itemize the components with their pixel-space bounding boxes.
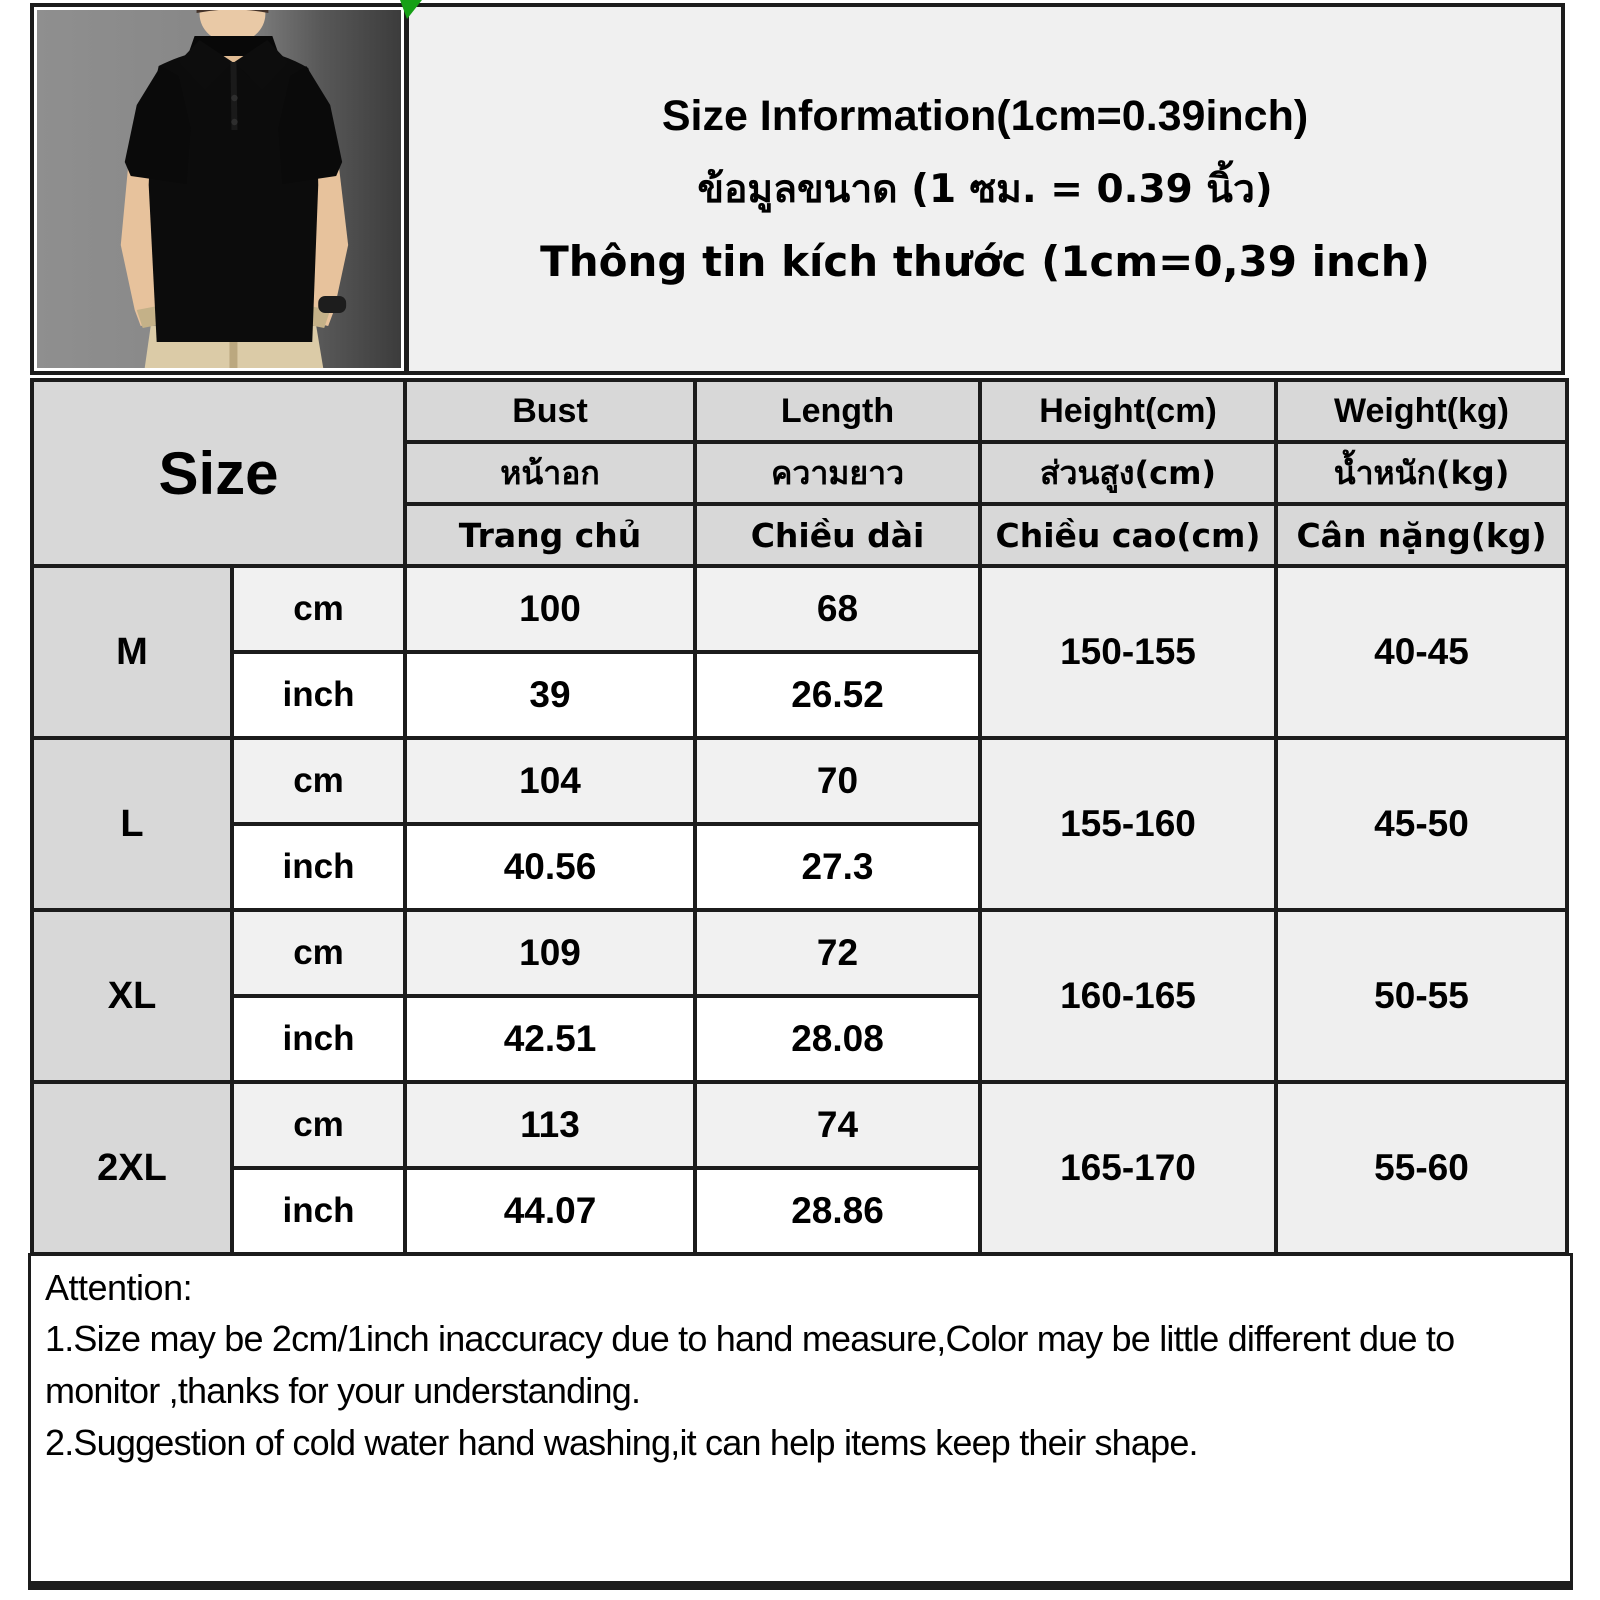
weight-range: 50-55 — [1276, 910, 1567, 1082]
title-thai: ข้อมูลขนาด (1 ซม. = 0.39 นิ้ว) — [697, 167, 1273, 212]
col-header-weight-en: Weight(kg) — [1276, 380, 1567, 442]
bust-cm: 104 — [405, 738, 695, 824]
size-label-m: M — [32, 566, 232, 738]
size-label-xl: XL — [32, 910, 232, 1082]
unit-inch: inch — [232, 996, 405, 1082]
height-range: 160-165 — [980, 910, 1276, 1082]
col-header-height-en: Height(cm) — [980, 380, 1276, 442]
size-table — [30, 378, 1569, 1256]
bust-inch: 40.56 — [405, 824, 695, 910]
col-header-length-en: Length — [695, 380, 980, 442]
attention-note-1: 1.Size may be 2cm/1inch inaccuracy due to hand measure,Color may be little different due to monitor ,thanks for your understanding. — [45, 1317, 1455, 1411]
title-vietnamese: Thông tin kích thước (1cm=0,39 inch) — [540, 237, 1430, 286]
length-inch: 28.86 — [695, 1168, 980, 1254]
table-row — [32, 738, 1567, 824]
model-photo-illustration — [37, 10, 401, 368]
unit-inch: inch — [232, 1168, 405, 1254]
height-range: 165-170 — [980, 1082, 1276, 1254]
col-header-height-vi: Chiều cao(cm) — [980, 504, 1276, 566]
unit-inch: inch — [232, 824, 405, 910]
col-header-bust-en: Bust — [405, 380, 695, 442]
unit-cm: cm — [232, 566, 405, 652]
unit-cm: cm — [232, 910, 405, 996]
bust-cm: 113 — [405, 1082, 695, 1168]
size-header-cell: Size — [32, 380, 405, 566]
unit-cm: cm — [232, 1082, 405, 1168]
table-row — [32, 1082, 1567, 1168]
title-panel — [405, 3, 1565, 375]
attention-heading: Attention: — [45, 1267, 193, 1308]
bust-cm: 109 — [405, 910, 695, 996]
weight-range: 55-60 — [1276, 1082, 1567, 1254]
product-photo — [30, 3, 408, 375]
length-cm: 72 — [695, 910, 980, 996]
size-label-2xl: 2XL — [32, 1082, 232, 1254]
col-header-length-vi: Chiều dài — [695, 504, 980, 566]
col-header-bust-vi: Trang chủ — [405, 504, 695, 566]
weight-range: 40-45 — [1276, 566, 1567, 738]
table-row — [32, 910, 1567, 996]
attention-panel — [28, 1253, 1573, 1590]
bust-inch: 42.51 — [405, 996, 695, 1082]
length-inch: 28.08 — [695, 996, 980, 1082]
length-cm: 70 — [695, 738, 980, 824]
length-inch: 27.3 — [695, 824, 980, 910]
col-header-weight-th: น้ำหนัก(kg) — [1276, 442, 1567, 504]
col-header-bust-th: หน้าอก — [405, 442, 695, 504]
length-inch: 26.52 — [695, 652, 980, 738]
bust-inch: 39 — [405, 652, 695, 738]
unit-cm: cm — [232, 738, 405, 824]
weight-range: 45-50 — [1276, 738, 1567, 910]
length-cm: 68 — [695, 566, 980, 652]
bust-inch: 44.07 — [405, 1168, 695, 1254]
length-cm: 74 — [695, 1082, 980, 1168]
corner-badge-icon — [400, 0, 422, 19]
col-header-weight-vi: Cân nặng(kg) — [1276, 504, 1567, 566]
title-english: Size Information(1cm=0.39inch) — [661, 92, 1309, 140]
col-header-length-th: ความยาว — [695, 442, 980, 504]
table-row — [32, 566, 1567, 652]
attention-note-2: 2.Suggestion of cold water hand washing,it can help items keep their shape. — [45, 1421, 1198, 1463]
height-range: 150-155 — [980, 566, 1276, 738]
bust-cm: 100 — [405, 566, 695, 652]
col-header-height-th: ส่วนสูง(cm) — [980, 442, 1276, 504]
size-label-l: L — [32, 738, 232, 910]
header-row-english — [32, 380, 1567, 442]
height-range: 155-160 — [980, 738, 1276, 910]
unit-inch: inch — [232, 652, 405, 738]
